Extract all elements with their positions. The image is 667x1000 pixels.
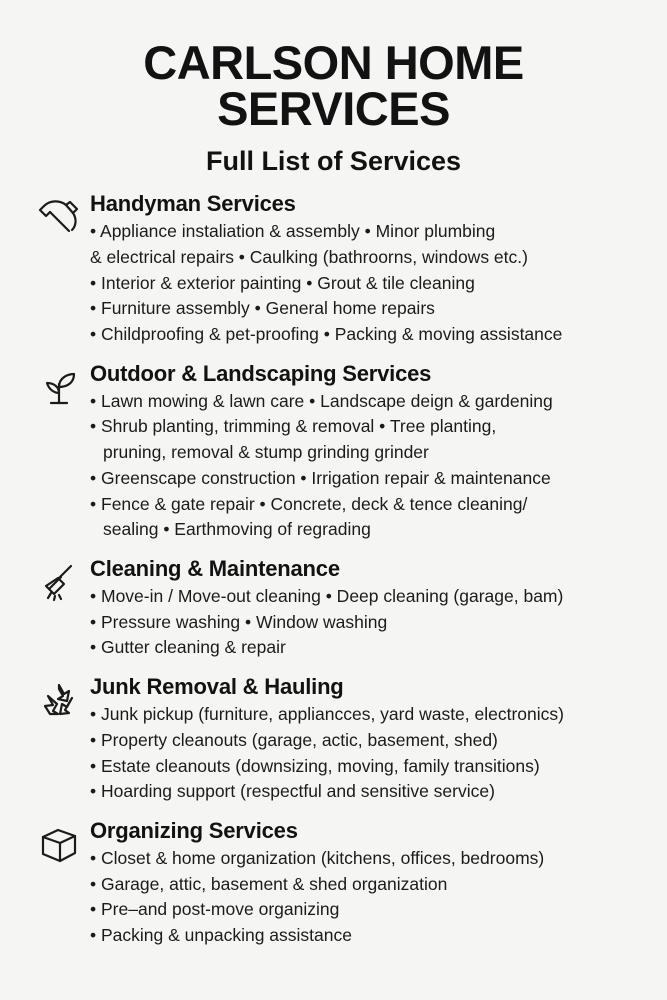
section-heading: Organizing Services	[90, 818, 298, 844]
list-item: • Lawn mowing & lawn care • Landscape deign & gardening	[90, 389, 639, 415]
list-item: • Fence & gate repair • Concrete, deck & tence cleaning/	[90, 492, 639, 518]
list-item: • Childproofing & pet-proofing • Packing & moving assistance	[90, 322, 639, 348]
list-item: • Interior & exterior painting • Grout & tile cleaning	[90, 271, 639, 297]
list-item: • Garage, attic, basement & shed organization	[90, 872, 639, 898]
list-item-cont: & electrical repairs • Caulking (bathroorns, windows etc.)	[90, 246, 528, 267]
section-cleaning-maintenance	[28, 556, 639, 661]
list-item-cont: sealing • Earthmoving of regrading	[103, 519, 371, 540]
section-item-list	[90, 219, 639, 348]
section-body	[90, 556, 639, 661]
section-heading: Handyman Services	[90, 191, 296, 217]
list-item: • Hoarding support (respectful and sensitive service)	[90, 779, 639, 805]
plant-sprout-icon	[28, 361, 90, 407]
page-title: CARLSON HOME SERVICES	[143, 36, 524, 136]
section-heading: Junk Removal & Hauling	[90, 674, 344, 700]
list-item: • Estate cleanouts (downsizing, moving, family transitions)	[90, 754, 639, 780]
list-item: • Property cleanouts (garage, actic, basement, shed)	[90, 728, 639, 754]
list-item: • Gutter cleaning & repair	[90, 635, 639, 661]
hammer-icon	[28, 191, 90, 237]
section-body	[90, 674, 639, 805]
section-body	[90, 191, 639, 348]
section-heading: Cleaning & Maintenance	[90, 556, 340, 581]
recycle-icon	[28, 674, 90, 720]
section-item-list	[90, 389, 639, 543]
section-junk-removal-hauling	[28, 674, 639, 805]
list-item: • Greenscape construction • Irrigation repair & maintenance	[90, 466, 639, 492]
list-item: • Pre–and post-move organizing	[90, 897, 639, 923]
list-item: • Closet & home organization (kitchens, offices, bedrooms)	[90, 846, 639, 872]
section-heading: Outdoor & Landscaping Services	[90, 360, 432, 386]
list-item: • Appliance instaliation & assembly • Minor plumbing	[90, 219, 639, 245]
page-subtitle: Full List of Services	[205, 146, 462, 177]
broom-icon	[28, 556, 90, 602]
list-item: • Pressure washing • Window washing	[90, 610, 639, 636]
list-item: • Move-in / Move-out cleaning • Deep cleaning (garage, bam)	[90, 584, 639, 610]
section-body	[90, 361, 639, 543]
section-organizing-services	[28, 818, 639, 949]
list-item: • Junk pickup (furniture, appliancces, yard waste, electronics)	[90, 702, 639, 728]
box-icon	[28, 818, 90, 864]
section-outdoor-landscaping-services	[28, 361, 639, 543]
section-item-list	[90, 584, 639, 661]
list-item: • Shrub planting, trimming & removal • Tree planting,	[90, 414, 639, 440]
list-item-cont: pruning, removal & stump grinding grinder	[103, 442, 429, 463]
section-item-list	[90, 846, 639, 949]
section-handyman-services	[28, 191, 639, 348]
section-body	[90, 818, 639, 949]
list-item: • Packing & unpacking assistance	[90, 923, 639, 949]
section-item-list	[90, 702, 639, 805]
list-item: • Furniture assembly • General home repairs	[90, 296, 639, 322]
